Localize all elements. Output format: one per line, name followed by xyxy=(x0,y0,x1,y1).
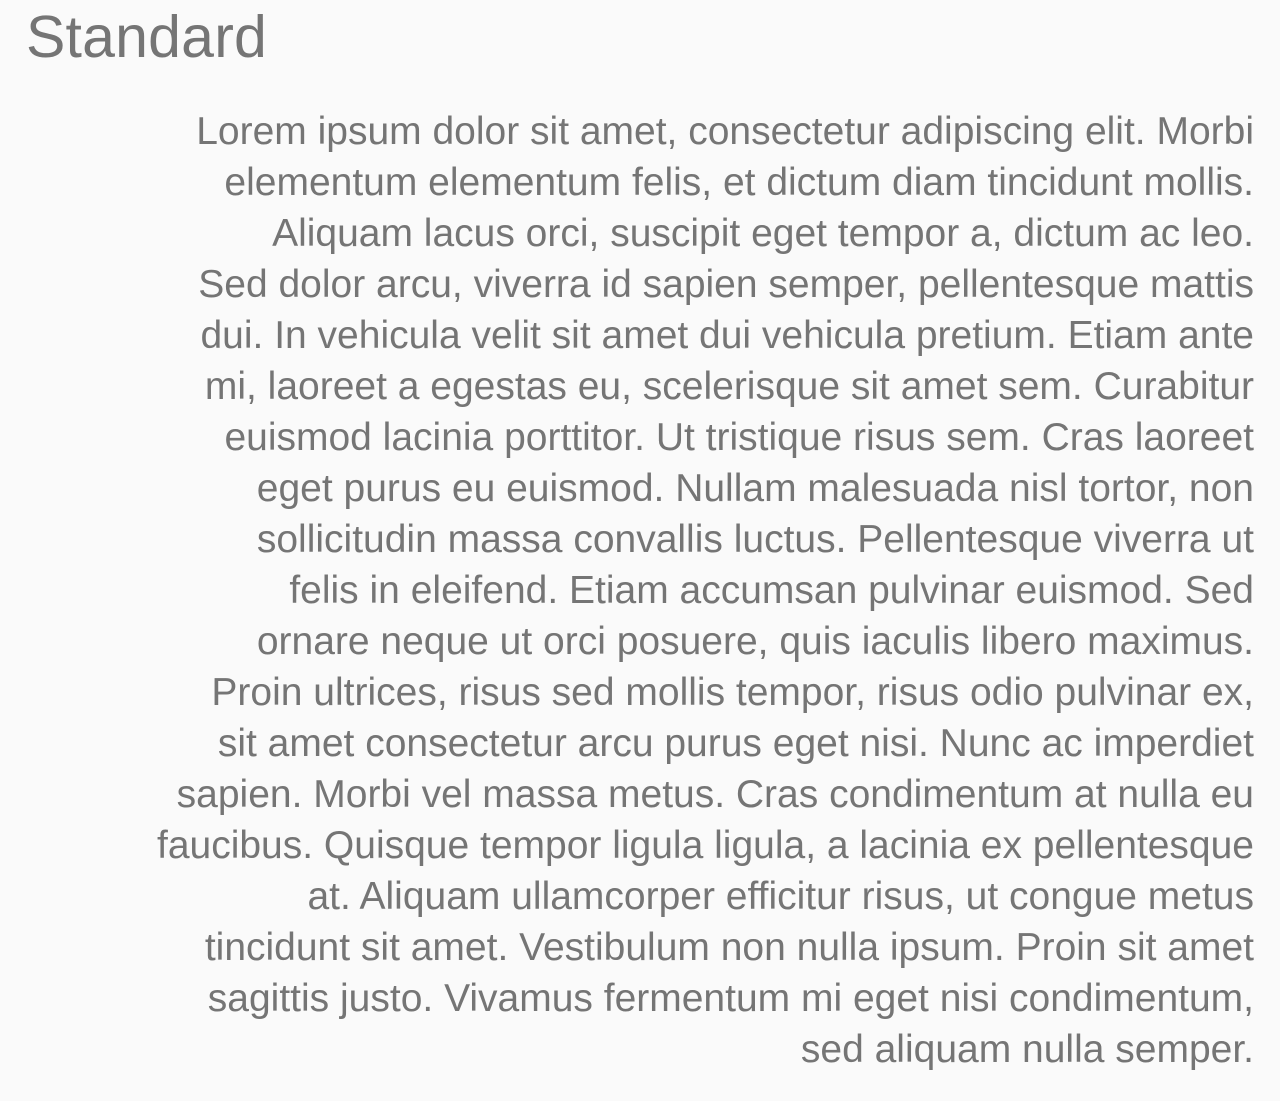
paragraph-line: euismod lacinia porttitor. Ut tristique risus sem. Cras laoreet xyxy=(224,416,1254,459)
paragraph-line: sit amet consectetur arcu purus eget nisi. Nunc ac imperdiet xyxy=(217,722,1254,765)
paragraph-line: mi, laoreet a egestas eu, scelerisque sit amet sem. Curabitur xyxy=(204,365,1254,408)
paragraph-line: faucibus. Quisque tempor ligula ligula, a lacinia ex pellentesque xyxy=(156,824,1254,867)
paragraph-line: eget purus eu euismod. Nullam malesuada nisl tortor, non xyxy=(256,467,1254,510)
paragraph-line: Sed dolor arcu, viverra id sapien semper, pellentesque mattis xyxy=(198,263,1254,306)
paragraph-line: dui. In vehicula velit sit amet dui vehicula pretium. Etiam ante xyxy=(200,314,1254,357)
paragraph-line: felis in eleifend. Etiam accumsan pulvinar euismod. Sed xyxy=(289,569,1254,612)
paragraph-line: sapien. Morbi vel massa metus. Cras condimentum at nulla eu xyxy=(176,773,1254,816)
paragraph-line: sollicitudin massa convallis luctus. Pellentesque viverra ut xyxy=(256,518,1254,561)
paragraph-line: Aliquam lacus orci, suscipit eget tempor a, dictum ac leo. xyxy=(272,212,1254,255)
paragraph-line: elementum elementum felis, et dictum diam tincidunt mollis. xyxy=(224,161,1254,204)
paragraph-line: sagittis justo. Vivamus fermentum mi eget nisi condimentum, xyxy=(207,977,1254,1020)
paragraph-line: sed aliquam nulla semper. xyxy=(800,1028,1254,1071)
body-paragraph xyxy=(24,106,1254,1075)
paragraph-line: ornare neque ut orci posuere, quis iaculis libero maximus. xyxy=(256,620,1254,663)
paragraph-line: tincidunt sit amet. Vestibulum non nulla ipsum. Proin sit amet xyxy=(204,926,1254,969)
paragraph-line: Proin ultrices, risus sed mollis tempor, risus odio pulvinar ex, xyxy=(211,671,1254,714)
paragraph-line: at. Aliquam ullamcorper efficitur risus, ut congue metus xyxy=(307,875,1254,918)
page-title: Standard xyxy=(26,4,268,70)
paragraph-line: Lorem ipsum dolor sit amet, consectetur adipiscing elit. Morbi xyxy=(196,110,1254,153)
